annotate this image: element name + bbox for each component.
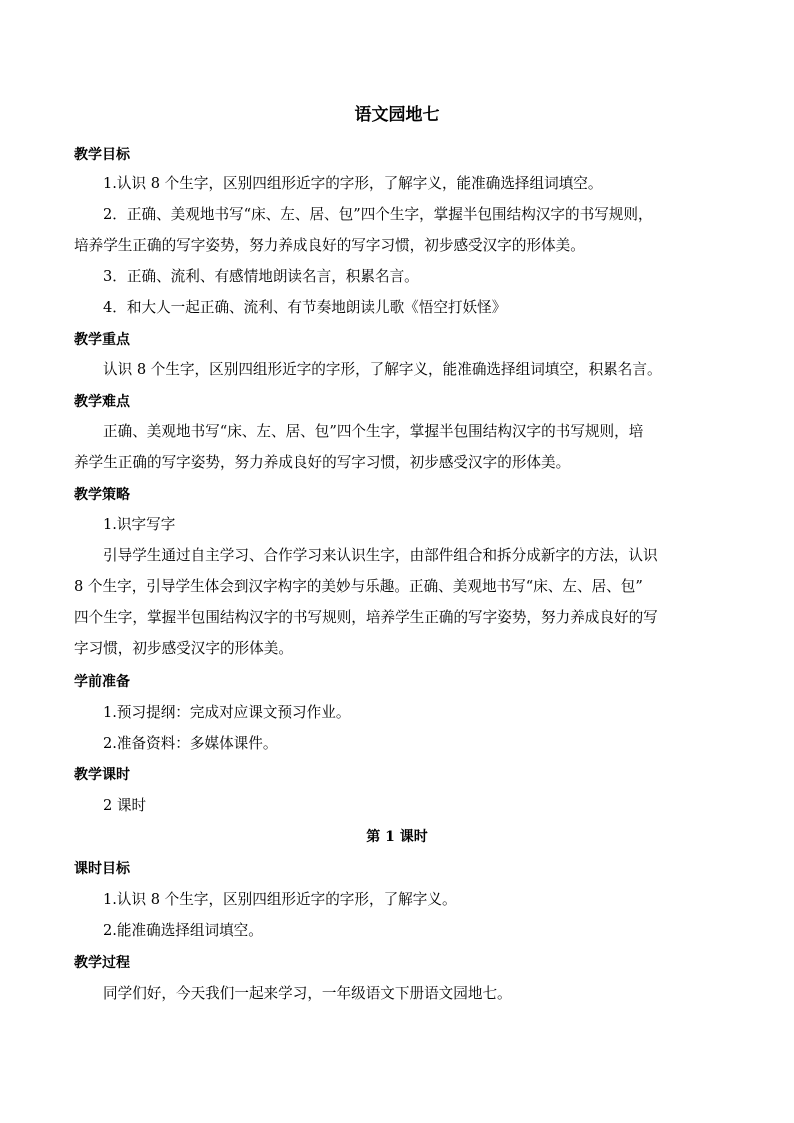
- lesson-title: 第 1 课时: [366, 829, 428, 845]
- document-title: 语文园地七: [354, 105, 440, 125]
- strategy-line-5: 字习惯，初步感受汉字的形体美。: [74, 640, 293, 657]
- goals-line-3: 培养学生正确的写字姿势，努力养成良好的写字习惯，初步感受汉字的形体美。: [74, 237, 585, 254]
- section-heading-preparation: 学前准备: [74, 674, 130, 690]
- strategy-line-4: 四个生字，掌握半包围结构汉字的书写规则，培养学生正确的写字姿势，努力养成良好的写: [74, 609, 658, 626]
- section-heading-strategy: 教学策略: [74, 487, 130, 503]
- section-heading-process: 教学过程: [74, 955, 130, 971]
- process-line-1: 同学们好，今天我们一起来学习，一年级语文下册语文园地七。: [103, 985, 512, 1002]
- hours-line-1: 2 课时: [103, 797, 147, 814]
- key-points-line-1: 认识 8 个生字，区别四组形近字的字形，了解字义，能准确选择组词填空，积累名言。: [103, 361, 662, 378]
- strategy-line-3: 8 个生字，引导学生体会到汉字构字的美妙与乐趣。正确、美观地书写“床、左、居、包”: [74, 578, 643, 595]
- strategy-line-1: 1.识字写字: [103, 516, 176, 533]
- preparation-line-2: 2.准备资料：多媒体课件。: [103, 735, 278, 752]
- section-heading-lesson-goals: 课时目标: [74, 861, 130, 877]
- section-heading-difficulties: 教学难点: [74, 394, 130, 410]
- difficulties-line-1: 正确、美观地书写“床、左、居、包”四个生字，掌握半包围结构汉字的书写规则，培: [103, 423, 644, 440]
- goals-line-2: 2．正确、美观地书写“床、左、居、包”四个生字，掌握半包围结构汉字的书写规则，: [103, 206, 653, 223]
- goals-line-5: 4．和大人一起正确、流利、有节奏地朗读儿歌《悟空打妖怪》: [103, 299, 507, 316]
- strategy-line-2: 引导学生通过自主学习、合作学习来认识生字，由部件组合和拆分成新字的方法，认识: [103, 547, 658, 564]
- section-heading-goals: 教学目标: [74, 147, 130, 163]
- lesson-goals-line-1: 1.认识 8 个生字，区别四组形近字的字形，了解字义。: [103, 891, 457, 908]
- difficulties-line-2: 养学生正确的写字姿势，努力养成良好的写字习惯，初步感受汉字的形体美。: [74, 454, 571, 471]
- section-heading-key-points: 教学重点: [74, 332, 130, 348]
- lesson-goals-line-2: 2.能准确选择组词填空。: [103, 922, 263, 939]
- section-heading-hours: 教学课时: [74, 767, 130, 783]
- preparation-line-1: 1.预习提纲：完成对应课文预习作业。: [103, 704, 351, 721]
- goals-line-4: 3．正确、流利、有感情地朗读名言，积累名言。: [103, 268, 419, 285]
- goals-line-1: 1.认识 8 个生字，区别四组形近字的字形，了解字义，能准确选择组词填空。: [103, 175, 603, 192]
